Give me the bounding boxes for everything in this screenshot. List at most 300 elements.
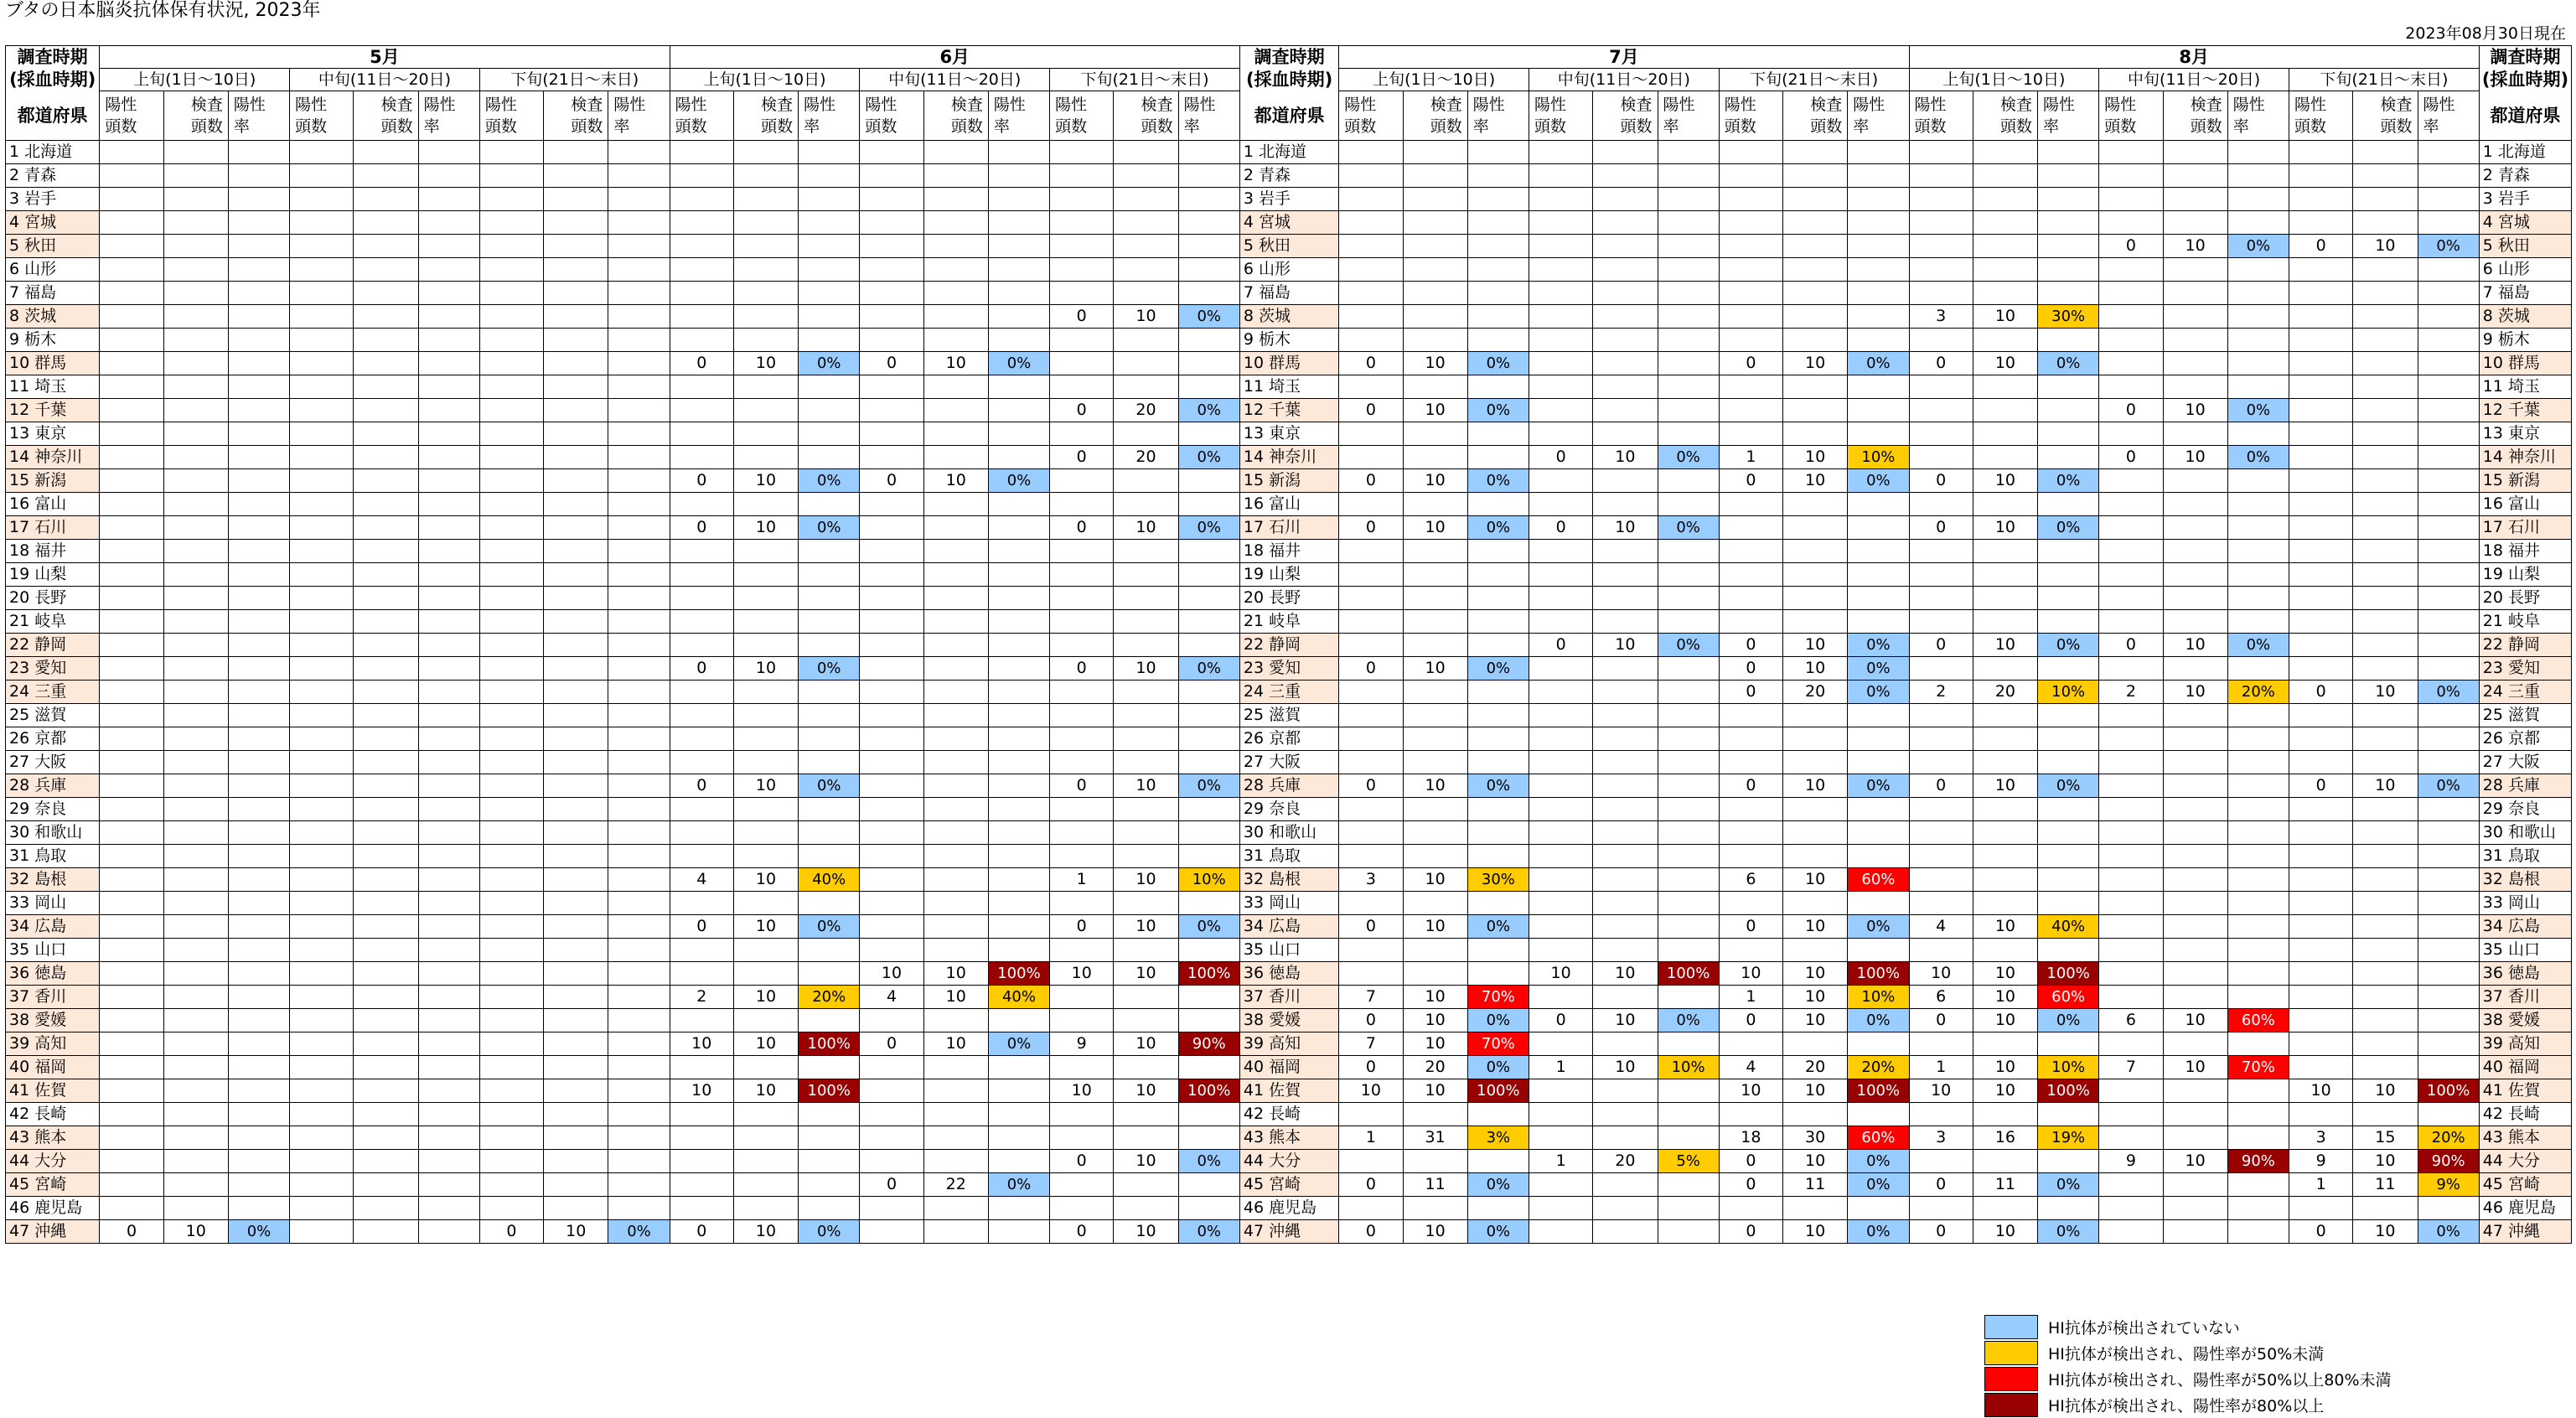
positive-rate [1658, 211, 1719, 235]
positive-count [2099, 375, 2163, 399]
positive-rate: 0% [2418, 681, 2479, 704]
positive-count [2099, 352, 2163, 375]
prefecture-name-middle: 2 青森 [1239, 164, 1338, 188]
table-row [6, 305, 2572, 329]
positive-count [479, 939, 543, 962]
positive-rate [418, 399, 479, 422]
positive-rate [1848, 258, 1909, 282]
prefecture-name-right: 43 熊本 [2479, 1126, 2571, 1150]
positive-count [1050, 164, 1114, 188]
tested-count [923, 258, 988, 282]
prefecture-name-middle: 6 山形 [1239, 258, 1338, 282]
positive-count-header [860, 91, 923, 141]
tested-count [1114, 704, 1178, 727]
positive-rate [1658, 399, 1719, 422]
tested-count [1403, 352, 1467, 375]
positive-count [860, 235, 923, 258]
positive-count-header-line2: 頭数 [295, 117, 328, 136]
tested-value: 10 [1135, 1034, 1156, 1053]
positive-rate [1178, 704, 1239, 727]
positive-rate [1848, 587, 1909, 610]
positive-count [1719, 422, 1782, 446]
tested-count [733, 1150, 798, 1173]
tested-value: 10 [755, 776, 777, 794]
positive-rate [228, 164, 289, 188]
positive-rate [988, 892, 1049, 915]
positive-rate [228, 141, 289, 164]
positive-rate [2038, 1197, 2099, 1220]
tested-count [1403, 188, 1467, 211]
positive-count: 0 [1339, 1173, 1403, 1197]
positive-rate [2227, 798, 2289, 821]
positive-rate: 0% [1178, 1150, 1239, 1173]
positive-count [290, 986, 354, 1009]
positive-count [290, 282, 354, 305]
tested-count [2353, 610, 2418, 634]
positive-rate-header [988, 91, 1049, 141]
tested-count [1782, 188, 1847, 211]
positive-rate [418, 164, 479, 188]
tested-value: 10 [2375, 1222, 2396, 1240]
tested-count [1973, 821, 2037, 845]
period-header: 上旬(1日～10日) [100, 69, 290, 91]
tested-value: 10 [945, 964, 966, 982]
positive-rate [1848, 727, 1909, 751]
positive-rate [2227, 704, 2289, 727]
tested-count [1782, 657, 1847, 681]
positive-rate [418, 704, 479, 727]
tested-count [354, 235, 418, 258]
positive-rate [228, 1032, 289, 1056]
positive-count [290, 1103, 354, 1126]
positive-count: 10 [1909, 962, 1973, 986]
table-row [6, 892, 2572, 915]
positive-rate [418, 610, 479, 634]
positive-rate-header-line2: 率 [1663, 117, 1679, 136]
positive-count [2099, 868, 2163, 892]
positive-rate [2038, 892, 2099, 915]
positive-count [479, 986, 543, 1009]
tested-count [923, 282, 988, 305]
tested-count [733, 1197, 798, 1220]
tested-count [733, 821, 798, 845]
positive-count [860, 1220, 923, 1244]
tested-count [2353, 446, 2418, 469]
tested-count [2353, 422, 2418, 446]
positive-rate: 0% [2227, 235, 2289, 258]
header-corner-right [2479, 46, 2571, 141]
positive-count [100, 798, 163, 821]
positive-rate-header [2038, 91, 2099, 141]
prefecture-name-middle: 23 愛知 [1239, 657, 1338, 681]
positive-rate [608, 634, 670, 657]
positive-rate: 0% [2418, 235, 2479, 258]
positive-count [2099, 845, 2163, 868]
positive-count [479, 751, 543, 774]
positive-count [1529, 563, 1593, 587]
positive-count [100, 821, 163, 845]
positive-count: 0 [1719, 774, 1782, 798]
tested-count [2163, 962, 2227, 986]
tested-count [1782, 399, 1847, 422]
positive-count [860, 1197, 923, 1220]
tested-count-header [1403, 91, 1467, 141]
tested-count [2163, 399, 2227, 422]
tested-count [1593, 657, 1658, 681]
positive-rate [1658, 681, 1719, 704]
positive-count [1909, 751, 1973, 774]
positive-rate [1178, 540, 1239, 563]
positive-rate [988, 868, 1049, 892]
positive-count-header-line1: 陽性 [105, 96, 137, 114]
tested-value: 10 [755, 1034, 777, 1053]
tested-count [2163, 1103, 2227, 1126]
tested-count [1114, 774, 1178, 798]
positive-rate [228, 1150, 289, 1173]
positive-count [1719, 751, 1782, 774]
tested-count [1403, 1009, 1467, 1032]
positive-rate: 0% [608, 1220, 670, 1244]
positive-count [860, 845, 923, 868]
positive-count: 0 [1339, 399, 1403, 422]
prefecture-name-middle: 25 滋賀 [1239, 704, 1338, 727]
prefecture-name-right: 36 徳島 [2479, 962, 2571, 986]
tested-value: 20 [1994, 682, 2015, 701]
positive-rate-header [799, 91, 860, 141]
positive-count-header [1909, 91, 1973, 141]
tested-value: 10 [945, 987, 966, 1006]
tested-value: 11 [1425, 1175, 1446, 1193]
positive-rate: 20% [1848, 1056, 1909, 1079]
prefecture-name-left: 34 広島 [6, 915, 100, 939]
tested-count [1593, 868, 1658, 892]
positive-rate: 0% [1178, 446, 1239, 469]
tested-count [2163, 493, 2227, 516]
prefecture-name-right: 15 新潟 [2479, 469, 2571, 493]
positive-rate [1178, 1197, 1239, 1220]
tested-value: 10 [1994, 1222, 2015, 1240]
positive-rate [418, 1126, 479, 1150]
prefecture-name-right: 18 福井 [2479, 540, 2571, 563]
table-row [6, 634, 2572, 657]
tested-count [2353, 704, 2418, 727]
positive-rate [988, 1220, 1049, 1244]
positive-count [1909, 141, 1973, 164]
positive-count: 9 [1050, 1032, 1114, 1056]
positive-rate [418, 962, 479, 986]
positive-rate [1848, 399, 1909, 422]
tested-count [354, 493, 418, 516]
tested-count [2163, 1173, 2227, 1197]
positive-count [100, 868, 163, 892]
positive-count-header-line1: 陽性 [675, 96, 707, 114]
legend-label: HI抗体が検出され、陽性率が80%以上 [2048, 1397, 2325, 1415]
tested-count [1403, 282, 1467, 305]
tested-count [2353, 329, 2418, 352]
tested-count [163, 704, 228, 727]
positive-rate [1178, 563, 1239, 587]
tested-count [163, 1150, 228, 1173]
positive-rate [2227, 1197, 2289, 1220]
tested-count [2163, 1197, 2227, 1220]
tested-count [733, 258, 798, 282]
tested-count [163, 352, 228, 375]
positive-rate [228, 352, 289, 375]
positive-count [860, 774, 923, 798]
positive-count [100, 188, 163, 211]
positive-rate [799, 258, 860, 282]
positive-count [2289, 751, 2353, 774]
positive-count [2099, 1197, 2163, 1220]
positive-count [670, 727, 733, 751]
tested-count [733, 469, 798, 493]
tested-count [1973, 915, 2037, 939]
tested-value: 10 [1425, 987, 1446, 1006]
tested-count [1782, 634, 1847, 657]
tested-count [923, 329, 988, 352]
positive-rate [1658, 540, 1719, 563]
tested-count [1403, 1126, 1467, 1150]
positive-rate [2418, 845, 2479, 868]
positive-count [1050, 986, 1114, 1009]
positive-count [479, 188, 543, 211]
positive-count: 0 [1719, 634, 1782, 657]
period-header: 下旬(21日～末日) [1719, 69, 1909, 91]
tested-count [1973, 727, 2037, 751]
positive-rate [799, 164, 860, 188]
positive-rate [1467, 587, 1529, 610]
positive-rate-header [1467, 91, 1529, 141]
tested-count [2353, 587, 2418, 610]
tested-count [1403, 915, 1467, 939]
positive-rate [799, 375, 860, 399]
positive-rate [1467, 422, 1529, 446]
positive-count [290, 845, 354, 868]
positive-count [1909, 329, 1973, 352]
tested-count [1782, 587, 1847, 610]
tested-count [544, 986, 608, 1009]
positive-count [100, 493, 163, 516]
tested-count [1782, 1079, 1847, 1103]
positive-rate [418, 821, 479, 845]
tested-count [1782, 610, 1847, 634]
positive-count [1909, 821, 1973, 845]
month-header-row [6, 46, 2572, 69]
tested-count [1973, 422, 2037, 446]
table-row [6, 375, 2572, 399]
positive-count: 0 [1339, 774, 1403, 798]
positive-count-header-line1: 陽性 [1534, 96, 1567, 114]
positive-count [1529, 1126, 1593, 1150]
tested-value: 10 [1135, 1081, 1156, 1100]
tested-count [2163, 704, 2227, 727]
tested-count [2353, 821, 2418, 845]
positive-count [479, 821, 543, 845]
tested-count [2163, 516, 2227, 540]
positive-rate [1178, 986, 1239, 1009]
tested-value: 10 [1994, 471, 2015, 489]
tested-count [923, 868, 988, 892]
positive-rate-header-line2: 率 [804, 117, 820, 136]
positive-rate [1848, 563, 1909, 587]
tested-count [1782, 141, 1847, 164]
prefecture-name-right: 21 岐阜 [2479, 610, 2571, 634]
positive-rate [2227, 258, 2289, 282]
positive-rate [228, 211, 289, 235]
period-header: 上旬(1日～10日) [1339, 69, 1529, 91]
positive-rate: 0% [799, 469, 860, 493]
prefecture-name-middle: 9 栃木 [1239, 329, 1338, 352]
prefecture-name-right: 37 香川 [2479, 986, 2571, 1009]
positive-count [1050, 188, 1114, 211]
positive-count [1529, 352, 1593, 375]
tested-count [1593, 1220, 1658, 1244]
prefecture-name-right: 5 秋田 [2479, 235, 2571, 258]
positive-rate [228, 634, 289, 657]
positive-count: 1 [1719, 986, 1782, 1009]
positive-rate [1467, 1103, 1529, 1126]
positive-count [860, 587, 923, 610]
table-row [6, 352, 2572, 375]
tested-value: 10 [1994, 776, 2015, 794]
prefecture-name-left: 16 富山 [6, 493, 100, 516]
tested-count [2353, 892, 2418, 915]
positive-rate [2038, 610, 2099, 634]
positive-count [1719, 727, 1782, 751]
tested-count [1593, 1009, 1658, 1032]
tested-count [2163, 939, 2227, 962]
positive-count-header-line2: 頭数 [1344, 117, 1377, 136]
positive-rate: 100% [2038, 962, 2099, 986]
prefecture-name-middle: 20 長野 [1239, 587, 1338, 610]
positive-count [1050, 329, 1114, 352]
positive-count [479, 375, 543, 399]
positive-rate [2038, 399, 2099, 422]
tested-count [2353, 375, 2418, 399]
positive-rate [2418, 1032, 2479, 1056]
tested-value: 10 [2375, 776, 2396, 794]
tested-count [923, 540, 988, 563]
positive-count [290, 375, 354, 399]
tested-value: 20 [1805, 1058, 1826, 1076]
tested-count [1973, 1103, 2037, 1126]
positive-rate [2418, 634, 2479, 657]
tested-count [1593, 375, 1658, 399]
positive-rate [988, 915, 1049, 939]
positive-rate [2227, 587, 2289, 610]
prefecture-name-left: 47 沖縄 [6, 1220, 100, 1244]
tested-count [923, 493, 988, 516]
prefecture-name-right: 29 奈良 [2479, 798, 2571, 821]
tested-count [1403, 986, 1467, 1009]
positive-count: 0 [1909, 774, 1973, 798]
legend-item [1984, 1340, 2392, 1366]
tested-value: 10 [1615, 448, 1636, 466]
positive-count [479, 1032, 543, 1056]
tested-count [163, 1032, 228, 1056]
tested-value: 10 [755, 659, 777, 677]
positive-rate [1848, 329, 1909, 352]
legend-swatch [1984, 1341, 2038, 1365]
positive-rate [418, 352, 479, 375]
prefecture-name-right: 35 山口 [2479, 939, 2571, 962]
prefecture-name-right: 41 佐賀 [2479, 1079, 2571, 1103]
tested-count [2353, 305, 2418, 329]
prefecture-name-right: 19 山梨 [2479, 563, 2571, 587]
tested-count [1782, 375, 1847, 399]
positive-count: 0 [1719, 681, 1782, 704]
tested-count-header [1973, 91, 2037, 141]
tested-count [1114, 845, 1178, 868]
tested-count [544, 1032, 608, 1056]
positive-rate [2418, 329, 2479, 352]
prefecture-name-right: 23 愛知 [2479, 657, 2571, 681]
positive-rate: 0% [1467, 1009, 1529, 1032]
tested-count [1973, 634, 2037, 657]
tested-count [923, 1150, 988, 1173]
prefecture-name-right: 8 茨城 [2479, 305, 2571, 329]
positive-rate [1467, 235, 1529, 258]
positive-count [1529, 798, 1593, 821]
tested-count [2163, 1056, 2227, 1079]
positive-rate: 30% [2038, 305, 2099, 329]
tested-value: 20 [1135, 448, 1156, 466]
prefecture-name-left: 5 秋田 [6, 235, 100, 258]
positive-count [860, 634, 923, 657]
tested-count [2163, 446, 2227, 469]
positive-count: 10 [1050, 962, 1114, 986]
positive-rate [1658, 892, 1719, 915]
tested-count-header-line2: 頭数 [190, 117, 223, 136]
positive-count: 0 [1050, 915, 1114, 939]
prefecture-name-left: 31 鳥取 [6, 845, 100, 868]
tested-count [2163, 751, 2227, 774]
tested-count [1973, 704, 2037, 727]
prefecture-name-left: 23 愛知 [6, 657, 100, 681]
positive-rate: 0% [1848, 469, 1909, 493]
tested-count [354, 1220, 418, 1244]
tested-count [354, 681, 418, 704]
tested-count-header-line1: 検査 [2000, 96, 2033, 114]
tested-value: 10 [1135, 1151, 1156, 1170]
tested-count [733, 399, 798, 422]
positive-count [1909, 1197, 1973, 1220]
positive-count [1909, 493, 1973, 516]
tested-count [544, 1103, 608, 1126]
positive-count [2099, 141, 2163, 164]
tested-count [354, 1056, 418, 1079]
positive-count [2099, 774, 2163, 798]
table-row [6, 1079, 2572, 1103]
positive-rate: 0% [1178, 516, 1239, 540]
tested-count [2353, 235, 2418, 258]
tested-count [1782, 469, 1847, 493]
tested-count [1593, 587, 1658, 610]
positive-rate [418, 1079, 479, 1103]
tested-count [923, 939, 988, 962]
tested-count [2353, 211, 2418, 235]
positive-count-header-line1: 陽性 [484, 96, 517, 114]
positive-rate [1658, 1032, 1719, 1056]
positive-count: 0 [1050, 516, 1114, 540]
tested-count [1114, 892, 1178, 915]
positive-count [100, 446, 163, 469]
tested-count [733, 1220, 798, 1244]
positive-count-header-line2: 頭数 [1534, 117, 1567, 136]
positive-rate [2418, 1056, 2479, 1079]
prefecture-name-middle: 7 福島 [1239, 282, 1338, 305]
positive-count: 2 [2099, 681, 2163, 704]
